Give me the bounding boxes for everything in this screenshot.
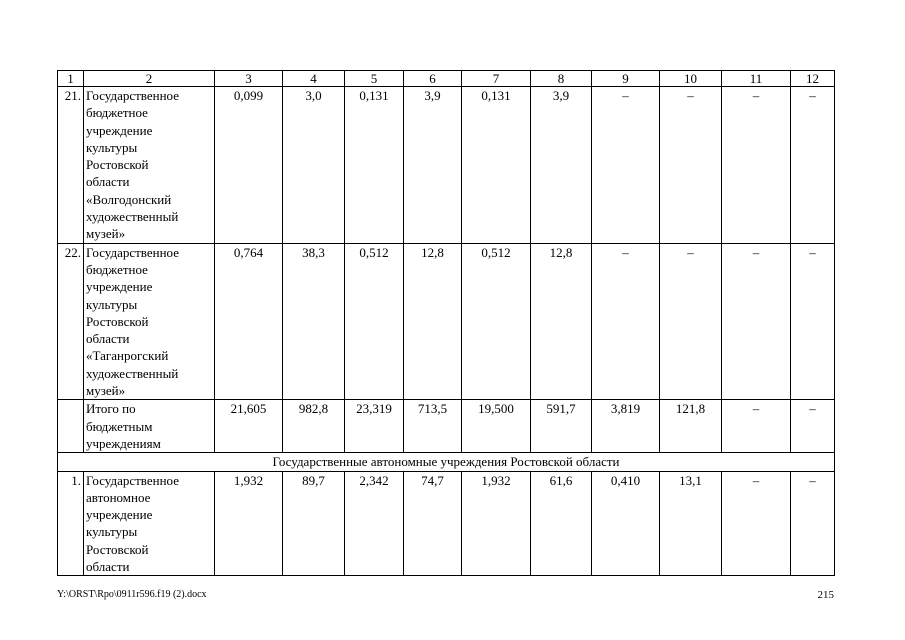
row-name-line: Государственное [86,88,179,103]
column-number-row [58,71,835,87]
table-cell: – [660,243,722,400]
table-cell: – [791,243,835,400]
table-cell: – [592,87,660,244]
table-row [58,471,835,576]
table-cell: 61,6 [531,471,592,576]
table-cell: – [791,400,835,453]
col-header: 2 [84,71,215,87]
col-header: 12 [791,71,835,87]
row-name-line: Итого по [86,401,136,417]
table-cell: 0,131 [462,87,531,244]
col-header: 8 [531,71,592,87]
table-row [58,87,835,244]
row-name [84,400,215,453]
table-cell: 19,500 [462,400,531,453]
row-name [84,87,215,244]
col-header: 4 [283,71,345,87]
col-header: 6 [404,71,462,87]
col-header: 9 [592,71,660,87]
table-cell: 0,410 [592,471,660,576]
table-cell: 38,3 [283,243,345,400]
section-row [58,453,835,471]
row-name-line: бюджетное [86,261,148,277]
table-cell: – [592,243,660,400]
row-name-line: Государственное [86,244,179,260]
row-number [58,400,84,453]
row-name-line: автономное [86,489,151,505]
row-name-line: Ростовской [86,157,149,173]
row-name-line: культуры [86,139,138,155]
table-cell: 591,7 [531,400,592,453]
row-name-line: бюджетное [86,105,148,121]
row-name-line: Ростовской [86,313,149,329]
table-cell: 3,0 [283,87,345,244]
row-name-line: культуры [86,296,138,312]
table-cell: 74,7 [404,471,462,576]
row-name-line: Ростовской [86,541,149,557]
section-title: Государственные автономные учреждения Ростовской области [58,453,835,471]
data-table [57,70,835,576]
col-header: 7 [462,71,531,87]
row-name-line: музей» [86,383,126,399]
table-cell: 0,764 [215,243,283,400]
table-cell: 0,512 [462,243,531,400]
table-cell: – [722,243,791,400]
table-cell: 0,099 [215,87,283,244]
table-row [58,400,835,453]
table-cell: – [722,400,791,453]
table-cell: 982,8 [283,400,345,453]
row-name-line: области [86,174,130,190]
row-name-line: культуры [86,524,138,540]
table-cell: 0,512 [345,243,404,400]
table-cell: – [722,471,791,576]
row-name-line: «Таганрогский [86,348,169,364]
row-name-line: учреждение [86,279,153,295]
row-name-line: области [86,331,130,347]
row-name-line: учреждениям [86,435,161,451]
table-cell: 21,605 [215,400,283,453]
table-cell: 2,342 [345,471,404,576]
row-number: 22. [58,243,84,400]
table-cell: 121,8 [660,400,722,453]
table-cell: 0,131 [345,87,404,244]
row-name [84,471,215,576]
row-name-line: учреждение [86,122,153,138]
table-cell: 3,9 [531,87,592,244]
table-cell: 713,5 [404,400,462,453]
row-name-line: Государственное [86,472,179,488]
row-name-line: художественный [86,209,179,225]
col-header: 10 [660,71,722,87]
table-cell: – [791,87,835,244]
table-cell: 1,932 [215,471,283,576]
col-header: 5 [345,71,404,87]
row-name-line: области [86,559,130,575]
row-name [84,243,215,400]
row-name-line: учреждение [86,507,153,523]
col-header: 3 [215,71,283,87]
table-cell: – [722,87,791,244]
row-name-line: художественный [86,365,179,381]
table-cell: – [791,471,835,576]
table-row [58,243,835,400]
table-cell: 89,7 [283,471,345,576]
table-cell: 12,8 [531,243,592,400]
table-cell: 1,932 [462,471,531,576]
row-number: 1. [58,471,84,576]
table-cell: 3,819 [592,400,660,453]
page-number: 215 [817,589,834,601]
col-header: 11 [722,71,791,87]
table-cell: 23,319 [345,400,404,453]
table-cell: 3,9 [404,87,462,244]
col-header: 1 [58,71,84,87]
table-cell: – [660,87,722,244]
row-name-line: «Волгодонский [86,191,172,207]
row-number: 21. [58,87,84,244]
row-name-line: музей» [86,226,126,242]
footer-file-path: Y:\ORST\Rpo\0911r596.f19 (2).docx [57,589,207,600]
table-cell: 12,8 [404,243,462,400]
table-cell: 13,1 [660,471,722,576]
row-name-line: бюджетным [86,418,153,434]
